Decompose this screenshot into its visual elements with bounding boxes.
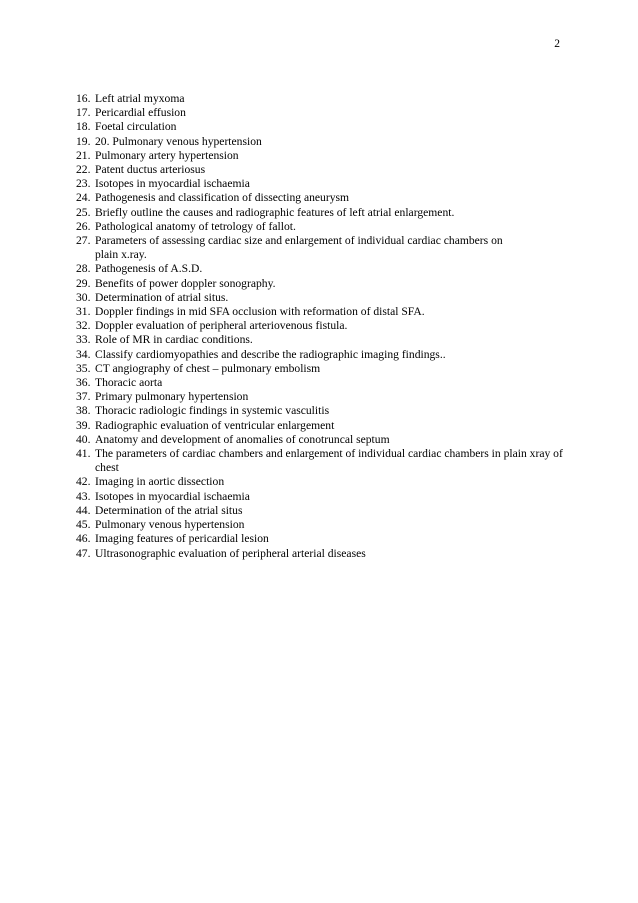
item-number: 42.: [76, 475, 91, 489]
item-number: 46.: [76, 532, 91, 546]
item-text: Doppler evaluation of peripheral arteriovenous fistula.: [95, 319, 348, 333]
item-number: 27.: [76, 234, 91, 248]
item-text: Thoracic radiologic findings in systemic vasculitis: [95, 404, 330, 418]
list-item: [76, 220, 576, 234]
item-number: 23.: [76, 177, 91, 191]
item-number: 41.: [76, 447, 91, 461]
list-item: [76, 504, 576, 518]
item-number: 45.: [76, 518, 91, 532]
list-item: [76, 404, 576, 418]
item-text: The parameters of cardiac chambers and enlargement of individual cardiac chambers in plain xray of chest: [95, 447, 563, 475]
list-item: [76, 376, 576, 390]
item-number: 21.: [76, 148, 91, 162]
item-text: CT angiography of chest – pulmonary embolism: [95, 361, 321, 375]
item-text: Pericardial effusion: [95, 106, 186, 120]
item-number: 39.: [76, 418, 91, 432]
item-text: Determination of atrial situs.: [95, 290, 229, 304]
list-item: [76, 319, 576, 333]
item-text: Anatomy and development of anomalies of conotruncal septum: [95, 432, 390, 446]
item-text: Role of MR in cardiac conditions.: [95, 333, 253, 347]
item-number: 29.: [76, 276, 91, 290]
item-number: 24.: [76, 191, 91, 205]
item-text: Pathogenesis and classification of dissecting aneurysm: [95, 191, 350, 205]
item-number: 18.: [76, 120, 91, 134]
item-text: Radiographic evaluation of ventricular enlargement: [95, 418, 335, 432]
item-text: Primary pulmonary hypertension: [95, 390, 249, 404]
item-text: Isotopes in myocardial ischaemia: [95, 489, 250, 503]
item-text: 20. Pulmonary venous hypertension: [95, 134, 262, 148]
item-text: Imaging in aortic dissection: [95, 475, 225, 489]
item-number: 43.: [76, 489, 91, 503]
list-item: [76, 135, 576, 149]
list-item: [76, 234, 576, 262]
list-item: [76, 106, 576, 120]
list-item: [76, 305, 576, 319]
item-text: Ultrasonographic evaluation of peripheral arterial diseases: [95, 546, 366, 560]
item-text: Pathogenesis of A.S.D.: [95, 262, 203, 276]
list-item: [76, 191, 576, 205]
item-number: 28.: [76, 262, 91, 276]
item-number: 34.: [76, 347, 91, 361]
item-number: 38.: [76, 404, 91, 418]
item-number: 31.: [76, 305, 91, 319]
list-item: [76, 348, 576, 362]
list-item: [76, 333, 576, 347]
list-item: [76, 177, 576, 191]
item-number: 37.: [76, 390, 91, 404]
list-item: [76, 362, 576, 376]
item-number: 16.: [76, 92, 91, 105]
list-item: [76, 433, 576, 447]
item-number: 19.: [76, 134, 91, 148]
list-item: [76, 532, 576, 546]
item-number: 30.: [76, 290, 91, 304]
item-number: 47.: [76, 546, 91, 560]
page-number: 2: [554, 38, 560, 50]
item-text: Isotopes in myocardial ischaemia: [95, 177, 250, 191]
item-number: 32.: [76, 319, 91, 333]
list-item: [76, 419, 576, 433]
item-text: Briefly outline the causes and radiographic features of left atrial enlargement.: [95, 205, 455, 219]
item-text: Pulmonary artery hypertension: [95, 148, 239, 162]
item-number: 33.: [76, 333, 91, 347]
item-text: Imaging features of pericardial lesion: [95, 532, 269, 546]
question-list: [76, 92, 576, 561]
item-number: 36.: [76, 376, 91, 390]
item-number: 44.: [76, 503, 91, 517]
item-number: 40.: [76, 432, 91, 446]
item-text: Pathological anatomy of tetrology of fallot.: [95, 219, 296, 233]
item-text: Doppler findings in mid SFA occlusion with reformation of distal SFA.: [95, 305, 425, 319]
item-text: Thoracic aorta: [95, 376, 163, 390]
list-item: [76, 149, 576, 163]
item-text: Pulmonary venous hypertension: [95, 518, 245, 532]
item-text: Benefits of power doppler sonography.: [95, 276, 276, 290]
item-text: Left atrial myxoma: [95, 92, 185, 105]
item-number: 22.: [76, 163, 91, 177]
item-text: Foetal circulation: [95, 120, 177, 134]
list-item: [76, 447, 576, 475]
item-number: 26.: [76, 219, 91, 233]
list-item: [76, 92, 576, 106]
item-number: 25.: [76, 205, 91, 219]
item-text: Parameters of assessing cardiac size and enlargement of individual cardiac chambers on plain x.ray.: [95, 234, 503, 262]
item-number: 35.: [76, 361, 91, 375]
list-item: [76, 490, 576, 504]
item-text: Classify cardiomyopathies and describe the radiographic imaging findings..: [95, 347, 446, 361]
list-item: [76, 163, 576, 177]
item-number: 17.: [76, 106, 91, 120]
list-item: [76, 291, 576, 305]
list-item: [76, 120, 576, 134]
list-item: [76, 206, 576, 220]
item-text: Patent ductus arteriosus: [95, 163, 206, 177]
list-item: [76, 390, 576, 404]
list-item: [76, 475, 576, 489]
item-text: Determination of the atrial situs: [95, 503, 243, 517]
list-item: [76, 277, 576, 291]
list-item: [76, 547, 576, 561]
list-item: [76, 262, 576, 276]
list-item: [76, 518, 576, 532]
